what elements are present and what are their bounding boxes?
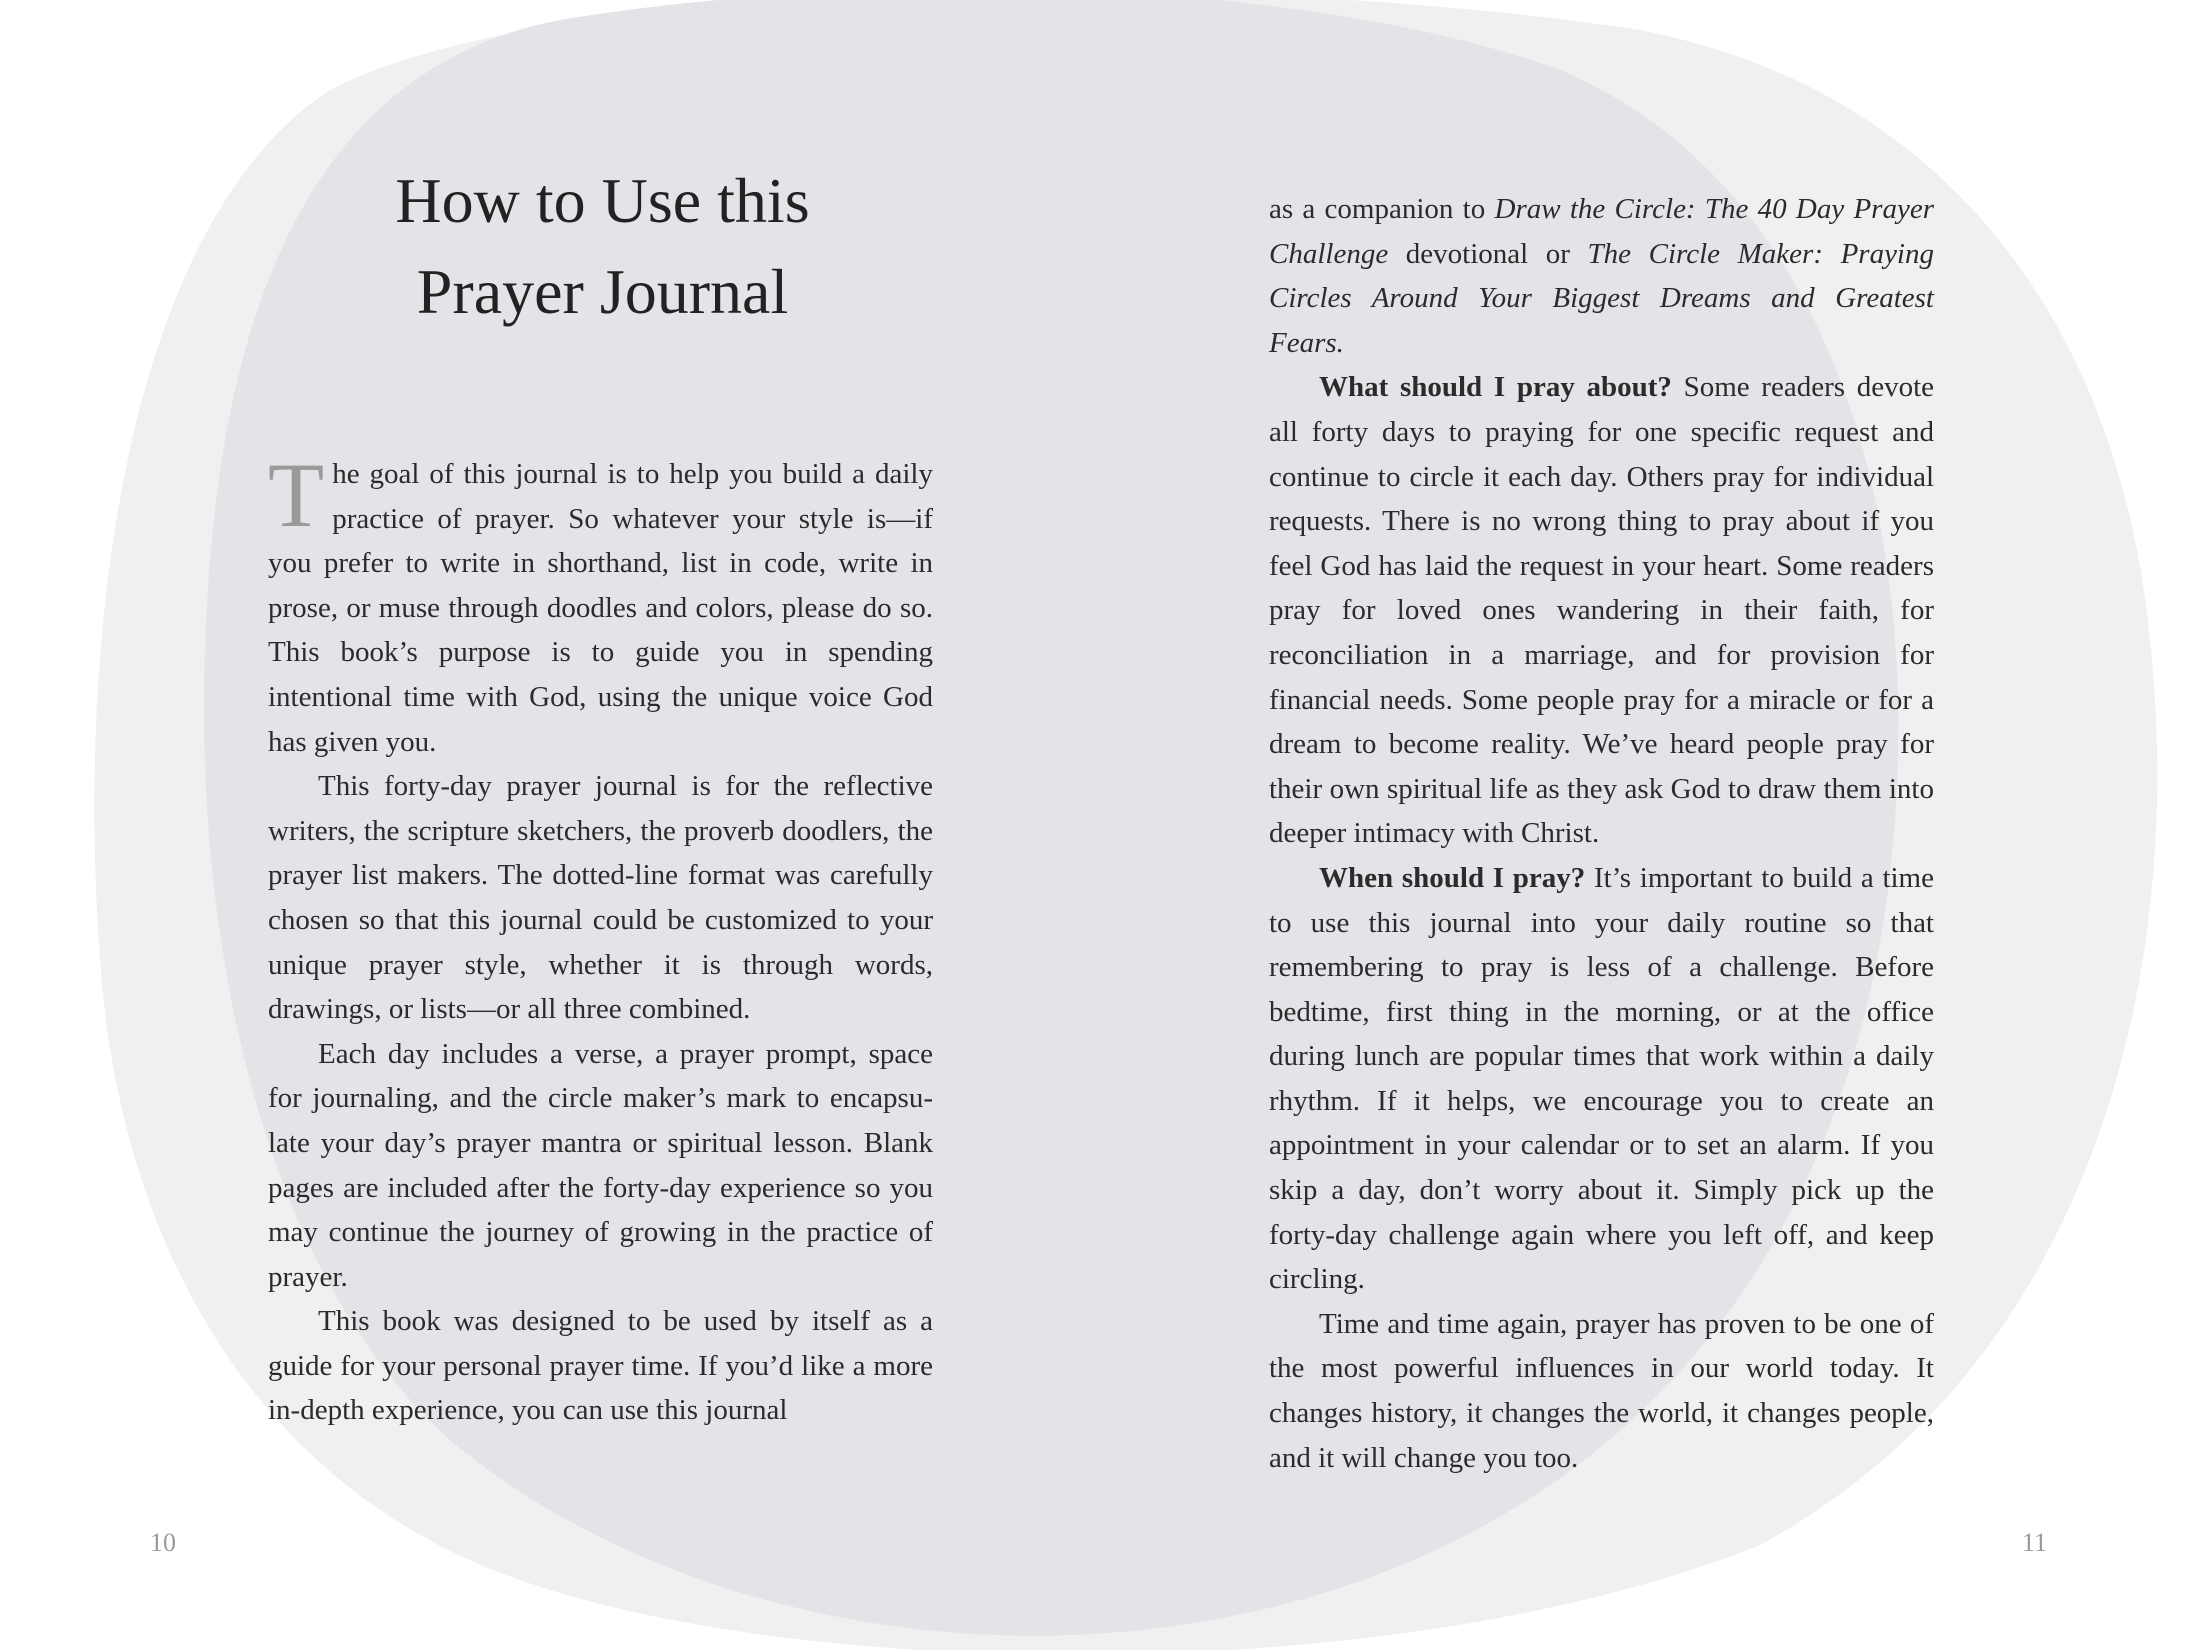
when-pray-heading: When should I pray? bbox=[1319, 861, 1586, 894]
pray-about-heading: What should I pray about? bbox=[1319, 371, 1672, 404]
book-title-draw-the-circle: Draw the Circle: The 40 Day Prayer Challenge bbox=[1269, 193, 1934, 270]
title-line-2: Prayer Journal bbox=[416, 256, 789, 327]
continuation-paragraph bbox=[1269, 187, 1934, 365]
paragraph-4: This book was designed to be used by itself as a guide for your personal prayer time. If you’d like a more in-depth experience, you can use this journal bbox=[268, 1305, 933, 1427]
pray-about-text: Some readers devote all forty days to praying for one specific request and continue to circle it each day. Others pray for individual requests. There is no wrong thing to pray about if you feel God has laid the request in your heart. Some readers pray for loved ones wandering in their faith, for reconciliation in a marriage, and for provision for financial needs. Some people pray for a miracle or for a dream to become reality. We’ve heard people pray for their own spiritual life as they ask God to draw them into deeper intimacy with Christ. bbox=[1269, 371, 1934, 850]
page-number-left: 10 bbox=[150, 1528, 176, 1557]
left-text-column bbox=[268, 444, 933, 1433]
paragraph-1-text: he goal of this journal is to help you build a daily practice of prayer. So whatever your style is—if you prefer to write in shorthand, list in code, write in prose, or muse through doodles and colors, please do so. This book’s purpose is to guide you in spending intentional time with God, using the unique voice God has given you. bbox=[268, 458, 933, 758]
drop-cap: T bbox=[268, 444, 325, 546]
page-title bbox=[270, 155, 935, 337]
paragraph-1 bbox=[268, 444, 933, 764]
continuation-mid: devotional or bbox=[1388, 237, 1588, 270]
book-title-circle-maker: The Circle Maker: Praying Circles Around Your Biggest Dreams and Greatest Fears. bbox=[1269, 237, 1934, 359]
paragraph-3: Each day includes a verse, a prayer prompt, space for journaling, and the circle maker’s mark to encapsulate your day’s prayer mantra or spiritual lesson. Blank pages are included after the forty-day experience so you may continue the journey of growing in the practice of prayer. bbox=[268, 1037, 933, 1293]
paragraph-2: This forty-day prayer journal is for the reflective writers, the scripture sketchers, the proverb doodlers, the prayer list makers. The dotted-line format was carefully chosen so that this journal could be customized to your unique prayer style, whether it is through words, drawings, or lists—or all three combined. bbox=[268, 770, 933, 1026]
when-pray-paragraph bbox=[1269, 856, 1934, 1302]
right-text-column bbox=[1269, 187, 1934, 1480]
closing-paragraph: Time and time again, prayer has proven to be one of the most powerful influences in our world today. It changes history, it changes the world, it changes people, and it will change you too. bbox=[1269, 1307, 1934, 1474]
pray-about-paragraph bbox=[1269, 365, 1934, 856]
when-pray-text: It’s important to build a time to use this journal into your daily routine so that remembering to pray is less of a challenge. Before bedtime, first thing in the morning, or at the office during lunch are popular times that work within a daily rhythm. If it helps, we encourage you to create an appointment in your calendar or to set an alarm. If you skip a day, don’t worry about it. Simply pick up the forty-day challenge again where you left off, and keep circling. bbox=[1269, 861, 1934, 1296]
page-number-right: 11 bbox=[2022, 1528, 2048, 1557]
continuation-text: as a companion to bbox=[1269, 193, 1495, 225]
title-line-1: How to Use this bbox=[395, 165, 810, 236]
